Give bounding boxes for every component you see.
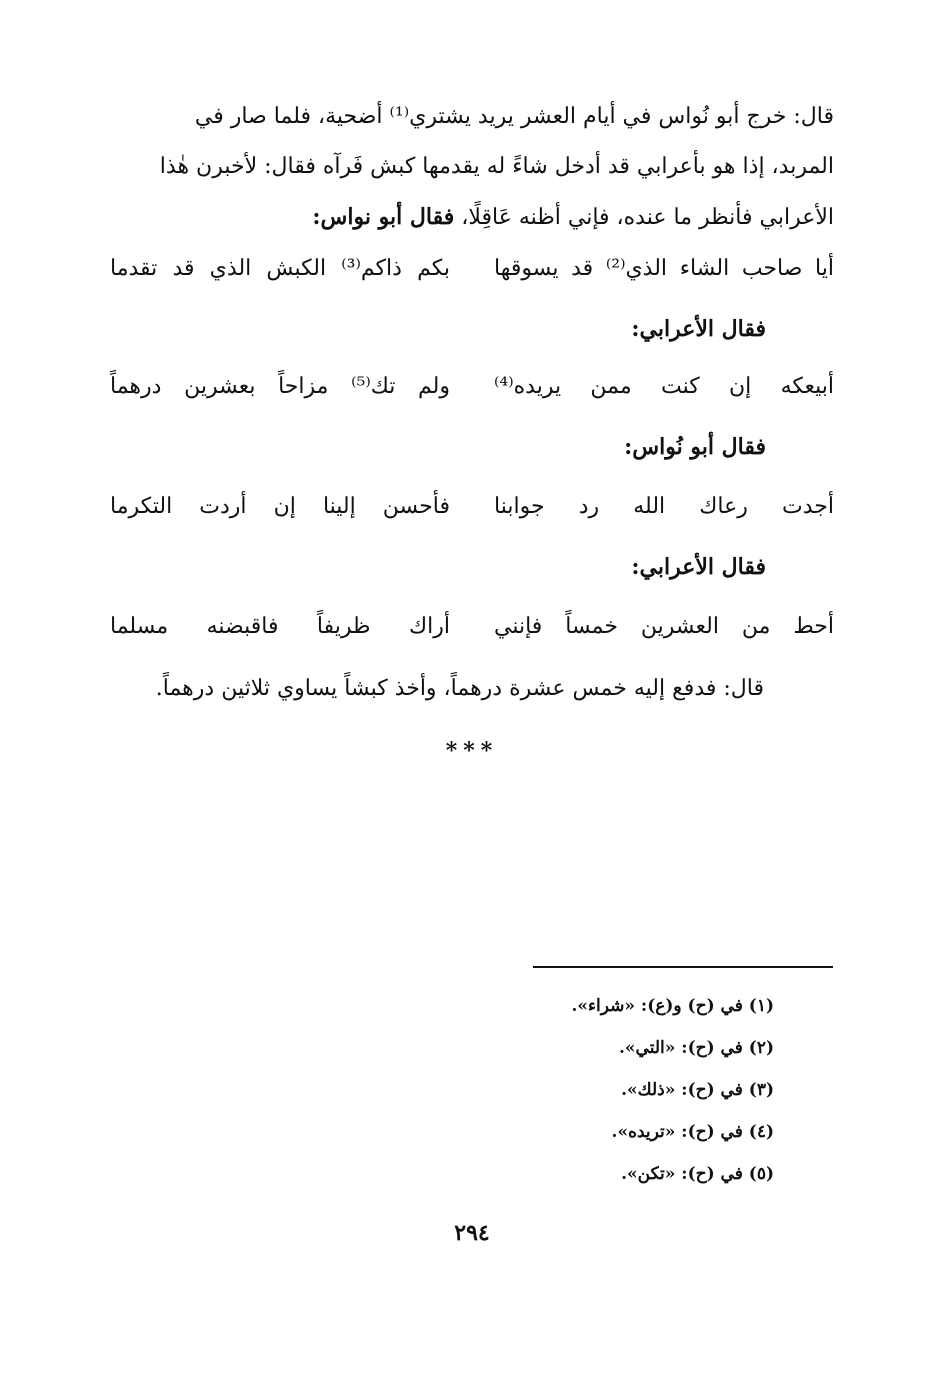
- verse-2-second-hemistich: ولم تك⁽⁵⁾ مزاحاً بعشرين درهماً: [110, 374, 450, 399]
- speaker-heading-3: فقال الأعرابي:: [631, 554, 766, 580]
- intro-paragraph: [110, 92, 834, 242]
- verse-4-second-hemistich: أراك ظريفاً فاقبضنه مسلما: [110, 614, 450, 639]
- footnote-rule: [533, 966, 833, 968]
- verse-1-second-hemistich: بكم ذاكم⁽³⁾ الكبش الذي قد تقدما: [110, 256, 450, 281]
- verse-4: [110, 614, 834, 654]
- closing-sentence: قال: فدفع إليه خمس عشرة درهماً، وأخذ كبشاً يساوي ثلاثين درهماً.: [155, 676, 764, 701]
- intro-line-3: [110, 192, 834, 242]
- verse-3-first-hemistich: أجدت رعاك الله رد جوابنا: [494, 494, 834, 519]
- speaker-heading-1: فقال الأعرابي:: [631, 316, 766, 342]
- intro-line-2: المربد، إذا هو بأعرابي قد أدخل شاءً له يقدمها كبش فَرآه فقال: لأخبرن هٰذا: [159, 154, 834, 179]
- verse-4-first-hemistich: أحط من العشرين خمساً فإنني: [494, 614, 834, 639]
- verse-3: [110, 494, 834, 534]
- verse-1-first-hemistich: أيا صاحب الشاء الذي⁽²⁾ قد يسوقها: [494, 256, 834, 281]
- intro-line-3-speaker: فقال أبو نواس:: [312, 204, 455, 230]
- verse-3-second-hemistich: فأحسن إلينا إن أردت التكرما: [110, 494, 450, 519]
- footnote-4: (٤) في (ح): «تريده».: [611, 1122, 774, 1142]
- speaker-heading-2: فقال أبو نُواس:: [624, 434, 766, 460]
- footnote-2: (٢) في (ح): «التي».: [619, 1038, 774, 1058]
- footnote-1: (١) في (ح) و(ع): «شراء».: [571, 996, 774, 1016]
- verse-2-first-hemistich: أبيعكه إن كنت ممن يريده⁽⁴⁾: [494, 374, 834, 399]
- verse-1: [110, 256, 834, 296]
- intro-line-3-text: الأعرابي فأنظر ما عنده، فإني أظنه عَاقِلًا،: [461, 205, 834, 230]
- page-number: ٢٩٤: [454, 1220, 490, 1246]
- footnote-5: (٥) في (ح): «تكن».: [621, 1164, 774, 1184]
- section-separator: ***: [445, 738, 499, 764]
- verse-2: [110, 374, 834, 414]
- footnote-3: (٣) في (ح): «ذلك».: [621, 1080, 774, 1100]
- intro-line-1: قال: خرج أبو نُواس في أيام العشر يريد يشتري⁽¹⁾ أضحية، فلما صار في: [194, 104, 834, 129]
